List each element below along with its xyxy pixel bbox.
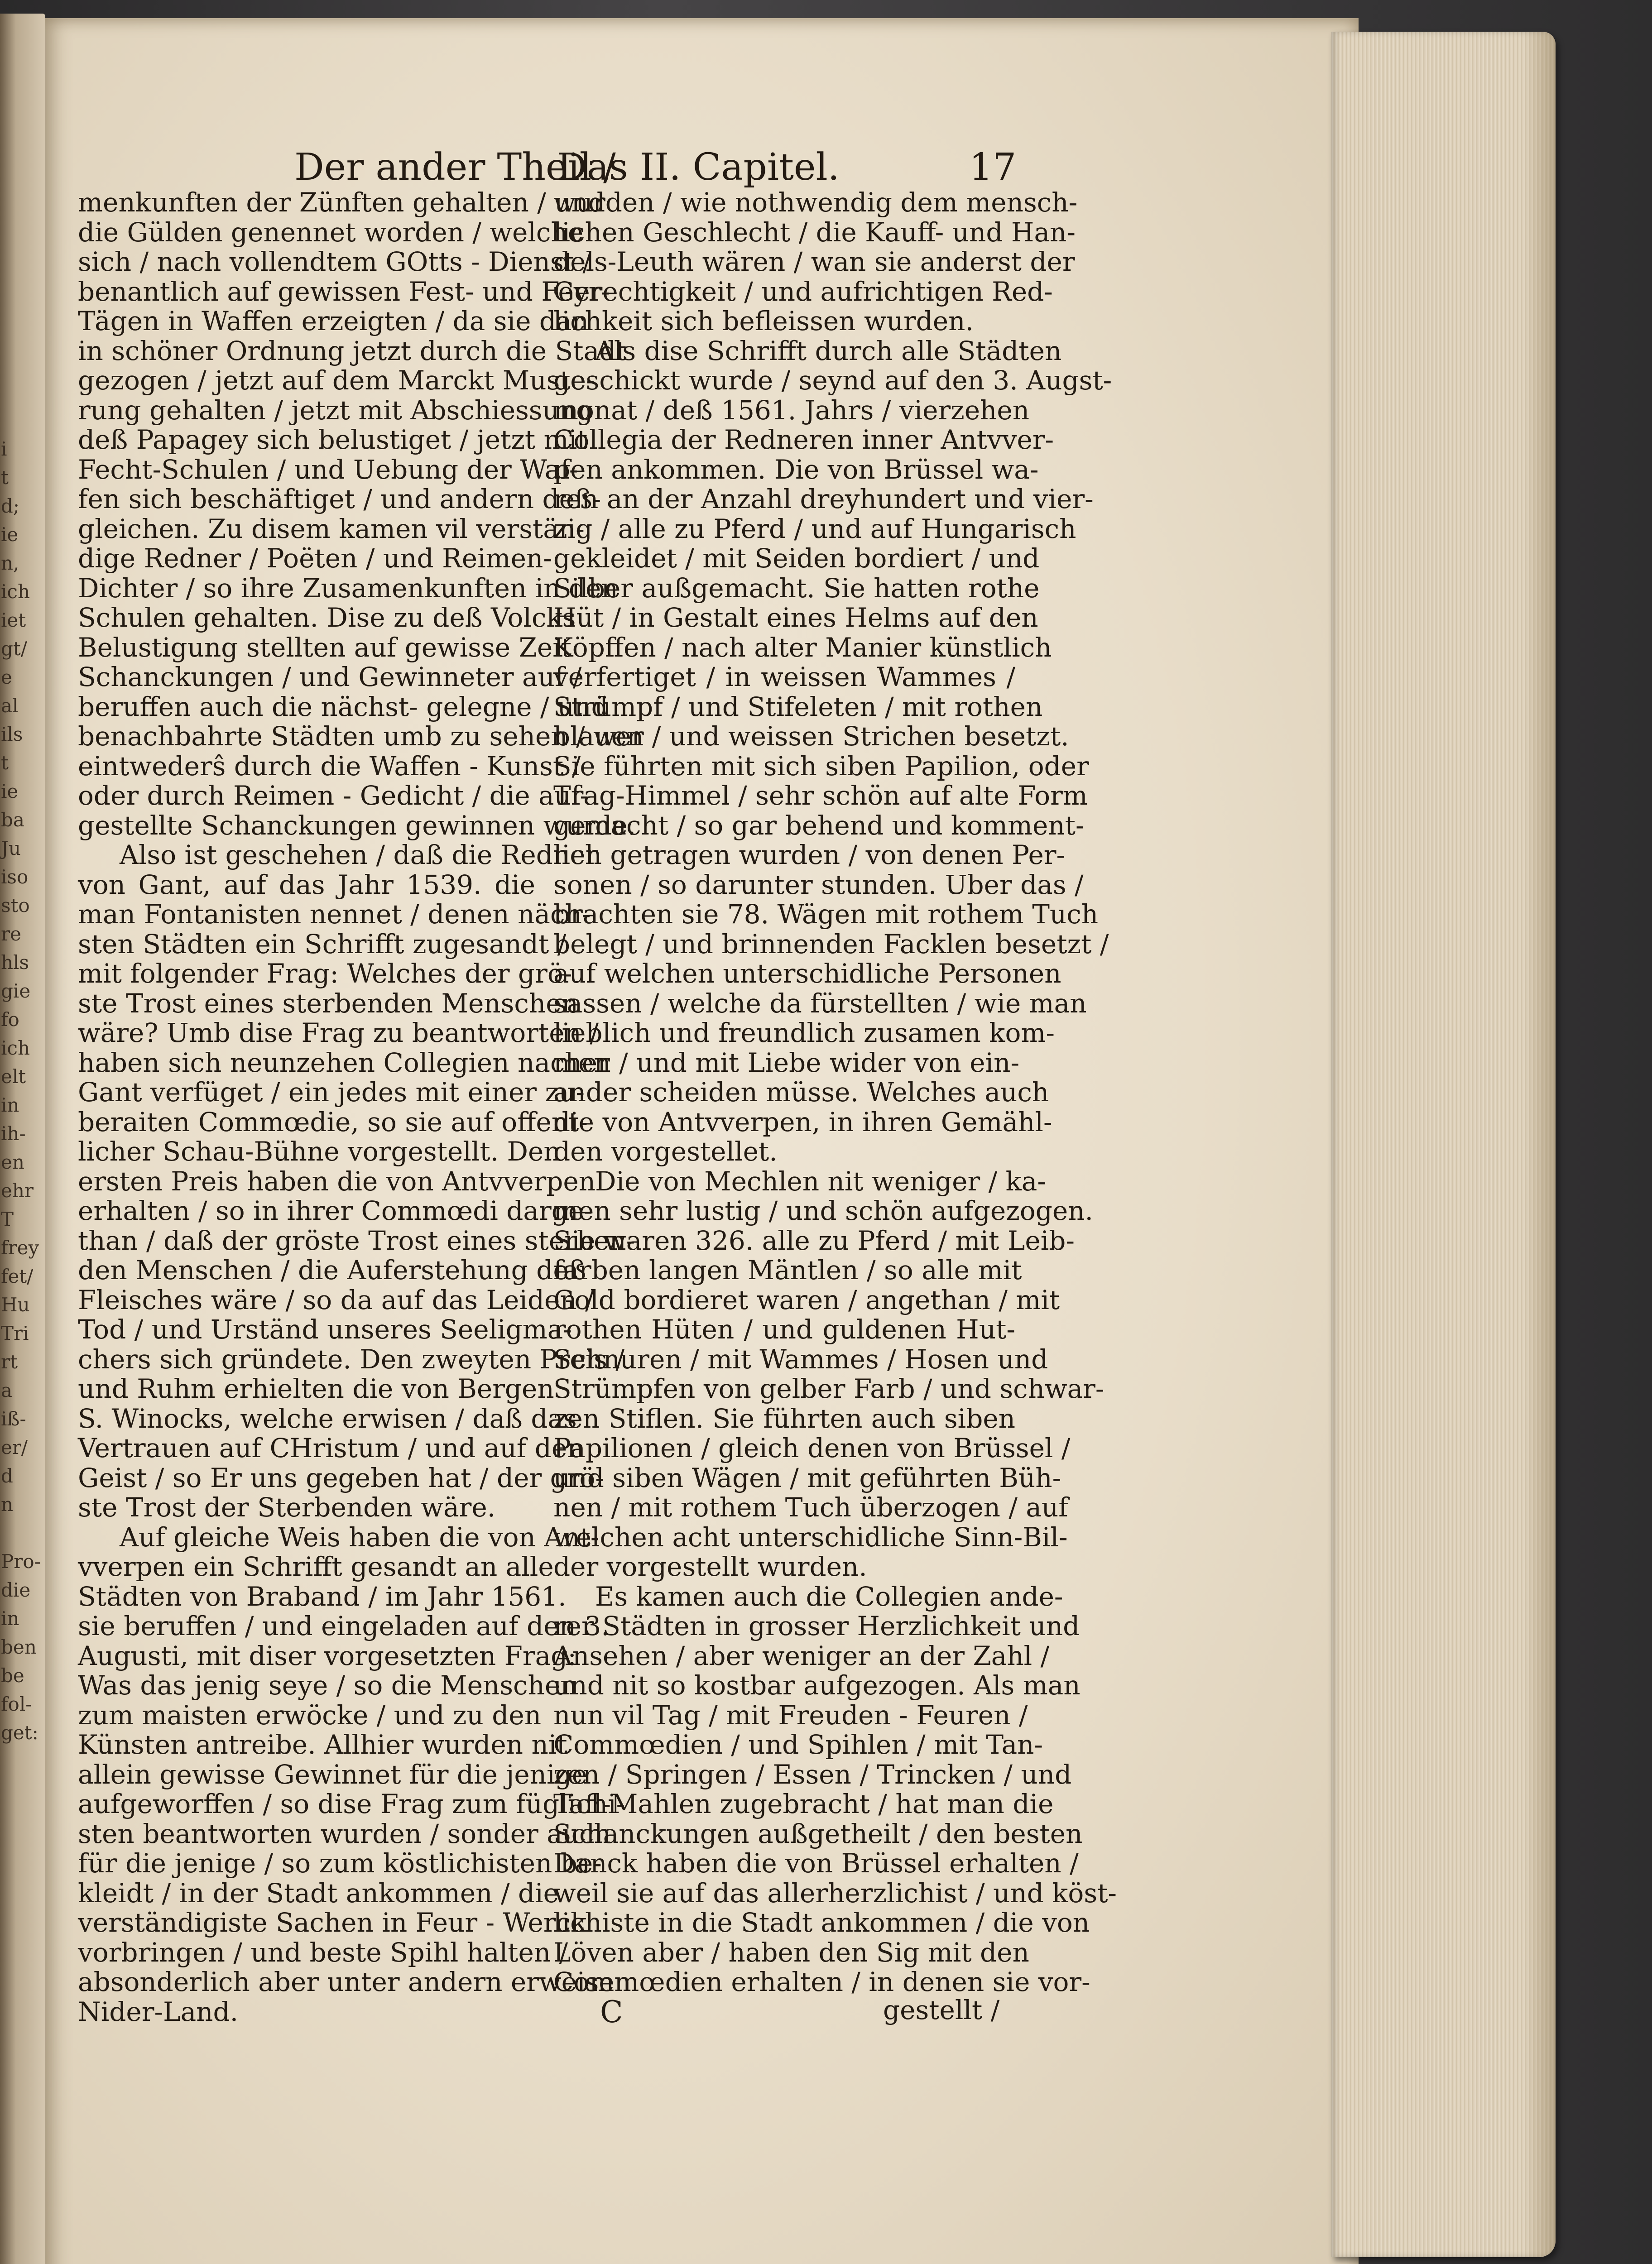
left-page-fragment: d; <box>1 495 20 517</box>
text-line: licher Schau-Bühne vorgestellt. Den <box>78 1136 561 1167</box>
text-line: den Menschen / die Auferstehung deß <box>78 1255 586 1285</box>
left-page-fragment: t <box>1 466 9 489</box>
text-line: Künsten antreibe. Allhier wurden nit <box>78 1729 567 1760</box>
text-line: Schanckungen außgetheilt / den besten <box>553 1818 1083 1849</box>
page-block-edge <box>1331 32 1556 2257</box>
left-page-fragment: T <box>1 1208 14 1230</box>
left-page-fragment: ie <box>1 780 19 802</box>
text-line: ren an der Anzahl dreyhundert und vier- <box>553 484 1094 514</box>
left-page-fragment: ehr <box>1 1180 34 1202</box>
text-line: man Fontanisten nennet / denen näch- <box>78 899 591 930</box>
left-page-fragment: e <box>1 666 12 688</box>
text-line: gleichen. Zu disem kamen vil verstän- <box>78 513 585 544</box>
text-line: lichen Geschlecht / die Kauff- und Han- <box>553 216 1076 248</box>
left-text-column <box>78 187 644 2027</box>
text-line: men / und mit Liebe wider von ein- <box>553 1047 1020 1078</box>
text-line: Tod / und Urständ unseres Seeligma- <box>78 1314 572 1345</box>
text-line: benachbahrte Städten umb zu sehen / wer <box>78 721 644 752</box>
text-line: ste Trost der Sterbenden wäre. <box>78 1492 496 1523</box>
text-line: sich / nach vollendtem GOtts - Dienst / <box>78 246 591 277</box>
text-line: welchen acht unterschidliche Sinn-Bil- <box>553 1521 1068 1553</box>
left-page-fragment: hls <box>1 951 29 974</box>
text-line: Also ist geschehen / daß die Redner <box>120 839 598 870</box>
left-page-fragment: die <box>1 1579 31 1601</box>
text-line: weil sie auf das allerherzlichist / und köst- <box>553 1877 1117 1909</box>
text-line: lich getragen wurden / von denen Per- <box>553 839 1066 870</box>
text-line: verständigiste Sachen in Feur - Werck <box>78 1907 587 1938</box>
text-line: geschickt wurde / seynd auf den 3. Augst- <box>553 365 1112 396</box>
left-page-fragment: get: <box>1 1722 38 1744</box>
left-page-fragment: a <box>1 1379 13 1401</box>
text-line: dels-Leuth wären / wan sie anderst der <box>553 246 1075 277</box>
left-page-fragment: ils <box>1 723 23 745</box>
text-line: Schulen gehalten. Dise zu deß Volcks <box>78 602 576 633</box>
text-line: Ansehen / aber weniger an der Zahl / <box>553 1640 1050 1671</box>
text-line: Collegia der Redneren inner Antvver- <box>553 424 1054 455</box>
left-page-edge <box>0 14 45 2264</box>
text-line: than / daß der gröste Trost eines sterben- <box>78 1225 635 1256</box>
text-line: sten Städten ein Schrifft zugesandt / <box>78 928 567 959</box>
left-page-fragment: n <box>1 1493 14 1516</box>
text-line: oder durch Reimen - Gedicht / die auf- <box>78 780 589 811</box>
text-line: Als dise Schrifft durch alle Städten <box>595 335 1062 366</box>
text-line: blauen / und weissen Strichen besetzt. <box>553 721 1069 752</box>
text-line: haben sich neunzehen Collegien nacher <box>78 1047 610 1078</box>
left-page-fragment: gt/ <box>1 638 27 660</box>
left-page-fragment: Ju <box>1 837 21 859</box>
text-line: vverpen ein Schrifft gesandt an alle <box>78 1551 554 1582</box>
text-line: Löven aber / haben den Sig mit den <box>553 1937 1029 1968</box>
text-line: belegt / und brinnenden Facklen besetzt / <box>553 928 1109 959</box>
text-line: zen Stiflen. Sie führten auch siben <box>553 1403 1015 1434</box>
text-line: rothen Hüten / und guldenen Hut- <box>553 1314 1015 1345</box>
left-page-fragment: rt <box>1 1351 18 1373</box>
text-line: sten beantworten wurden / sonder auch <box>78 1818 611 1849</box>
left-page-fragment: gie <box>1 980 31 1002</box>
text-line: mit folgender Frag: Welches der grö- <box>78 958 572 989</box>
text-line: Fecht-Schulen / und Uebung der Waf- <box>78 454 578 485</box>
text-line: sonen / so darunter stunden. Uber das / <box>553 869 1084 900</box>
left-page-fragment: frey <box>1 1237 39 1259</box>
text-line: wäre? Umb dise Frag zu beantworten / <box>78 1017 599 1048</box>
text-line: ste Trost eines sterbenden Menschen <box>78 988 578 1019</box>
text-line: Silber außgemacht. Sie hatten rothe <box>553 572 1040 604</box>
running-head-right: Das II. Capitel. <box>557 146 840 189</box>
text-line: wurden / wie nothwendig dem mensch- <box>553 187 1078 218</box>
left-page-fragment: d <box>1 1465 13 1487</box>
text-line: Danck haben die von Brüssel erhalten / <box>553 1848 1079 1879</box>
left-page-fragment: fo <box>1 1008 19 1031</box>
text-line: gekleidet / mit Seiden bordiert / und <box>553 543 1040 574</box>
left-page-fragment: in <box>1 1607 19 1630</box>
left-page-fragment: elt <box>1 1065 26 1088</box>
text-line: Strümpfen von gelber Farb / und schwar- <box>553 1373 1105 1404</box>
left-page-fragment: ich <box>1 1037 30 1059</box>
text-line: zum maisten erwöcke / und zu den <box>78 1699 542 1731</box>
left-page-fragment: ba <box>1 809 24 831</box>
left-page-fragment: Tri <box>1 1322 29 1344</box>
text-line: die Gülden genennet worden / welche <box>78 216 584 248</box>
text-line: und nit so kostbar aufgezogen. Als man <box>553 1670 1081 1701</box>
text-line: benantlich auf gewissen Fest- und Feyr- <box>78 276 610 307</box>
text-line: rung gehalten / jetzt mit Abschiessung <box>78 394 593 426</box>
text-line: Was das jenig seye / so die Menschen <box>78 1670 577 1701</box>
left-page-fragment: fol- <box>1 1693 32 1715</box>
text-line: pen ankommen. Die von Brüssel wa- <box>553 454 1039 485</box>
text-line: Gant verfüget / ein jedes mit einer zu- <box>78 1077 585 1108</box>
running-head-left: Der ander Theil / <box>294 146 616 189</box>
text-line: Tägen in Waffen erzeigten / da sie dan <box>78 306 589 336</box>
text-line: deß Papagey sich belustiget / jetzt mit <box>78 424 588 455</box>
left-page-fragment: be <box>1 1664 24 1687</box>
left-page-fragment: en <box>1 1151 24 1173</box>
left-page-fragment: ich <box>1 580 30 603</box>
text-line: Schnuren / mit Wammes / Hosen und <box>553 1343 1048 1375</box>
catchword: gestellt / <box>883 1995 1000 2025</box>
text-line: Auf gleiche Weis haben die von Ant- <box>120 1521 600 1553</box>
left-page-fragment: al <box>1 695 19 717</box>
text-line: Geist / so Er uns gegeben hat / der grö- <box>78 1462 605 1493</box>
text-line: fen sich beschäftiget / und andern deß- <box>78 484 601 514</box>
text-line: Belustigung stellten auf gewisse Zeit <box>78 632 572 663</box>
text-line: verfertiget / in weissen Wammes / <box>553 662 1015 692</box>
text-line: Gerechtigkeit / und aufrichtigen Red- <box>553 276 1053 307</box>
text-line: eintwederŝ durch die Waffen - Kunst / <box>78 750 581 782</box>
text-line: vorbringen / und beste Spihl halten / <box>78 1937 568 1968</box>
text-line: die von Antvverpen, in ihren Gemähl- <box>553 1106 1052 1137</box>
text-line: rer Städten in grosser Herzlichkeit und <box>553 1611 1080 1641</box>
text-line: den vorgestellet. <box>553 1136 778 1167</box>
text-line: Köpffen / nach alter Manier künstlich <box>553 632 1052 663</box>
left-page-fragment: t <box>1 752 9 774</box>
text-line: aufgeworffen / so dise Frag zum füglichi- <box>78 1789 625 1819</box>
page-number: 17 <box>969 146 1017 189</box>
text-line: Die von Mechlen nit weniger / ka- <box>595 1166 1046 1197</box>
right-text-column <box>553 187 1117 1997</box>
text-line: und siben Wägen / mit geführten Büh- <box>553 1462 1061 1493</box>
left-page-fragment <box>1 1519 43 1547</box>
left-page-fragment: i <box>1 438 7 460</box>
text-line: sassen / welche da fürstellten / wie man <box>553 988 1087 1019</box>
text-line: allein gewisse Gewinnet für die jenige <box>78 1759 587 1790</box>
left-page-fragment: Pro- <box>1 1550 41 1573</box>
text-line: monat / deß 1561. Jahrs / vierzehen <box>553 394 1030 426</box>
text-line: Dichter / so ihre Zusamenkunften in den <box>78 572 618 604</box>
text-line: dige Redner / Poëten / und Reimen- <box>78 543 552 574</box>
text-line: brachten sie 78. Wägen mit rothem Tuch <box>553 899 1099 930</box>
text-line: chers sich gründete. Den zweyten Preis / <box>78 1343 624 1375</box>
text-line: menkunften der Zünften gehalten / und <box>78 187 605 218</box>
left-page-fragment: ie <box>1 523 19 546</box>
text-line: Commœdien erhalten / in denen sie vor- <box>553 1967 1090 1997</box>
text-line: beraiten Commœdie, so sie auf offent- <box>78 1106 588 1137</box>
text-line: Gold bordieret waren / angethan / mit <box>553 1284 1060 1315</box>
text-line: zen / Springen / Essen / Trincken / und <box>553 1759 1072 1790</box>
text-line: lichiste in die Stadt ankommen / die von <box>553 1907 1090 1938</box>
left-page-fragment: er/ <box>1 1436 28 1458</box>
text-line: gemacht / so gar behend und komment- <box>553 810 1085 841</box>
text-line: und Ruhm erhielten die von Bergen <box>78 1373 554 1404</box>
text-line: Schanckungen / und Gewinneter auf / <box>78 662 582 692</box>
left-page-fragment: in <box>1 1094 19 1116</box>
text-line: Papilionen / gleich denen von Brüssel / <box>553 1433 1071 1463</box>
text-line: von Gant, auf das Jahr 1539. die <box>78 869 535 900</box>
text-line: Sie führten mit sich siben Papilion, oder <box>553 750 1089 782</box>
text-line: Augusti, mit diser vorgesetzten Frag: <box>78 1640 576 1671</box>
text-line: gezogen / jetzt auf dem Marckt Muste- <box>78 365 595 396</box>
left-page-fragment: n, <box>1 552 19 574</box>
text-line: ersten Preis haben die von Antvverpen <box>78 1166 596 1197</box>
text-line: Sie waren 326. alle zu Pferd / mit Leib- <box>553 1225 1075 1256</box>
left-page-fragment: ben <box>1 1636 37 1658</box>
text-line: ander scheiden müsse. Welches auch <box>553 1077 1049 1108</box>
text-line: farben langen Mäntlen / so alle mit <box>553 1255 1022 1285</box>
text-line: Städten von Braband / im Jahr 1561. <box>78 1581 567 1612</box>
text-line: Hüt / in Gestalt eines Helms auf den <box>553 602 1038 633</box>
signature-mark: C <box>600 1995 623 2029</box>
left-page-fragment: Hu <box>1 1294 30 1316</box>
text-line: erhalten / so in ihrer Commœdi darge- <box>78 1195 593 1226</box>
left-page-fragment: fet/ <box>1 1265 34 1287</box>
left-page-fragment: iß- <box>1 1408 26 1430</box>
text-line: sie beruffen / und eingeladen auf den 3. <box>78 1611 610 1641</box>
text-line: Nider-Land. <box>78 1996 239 2027</box>
text-line: in schöner Ordnung jetzt durch die Stadt <box>78 335 627 366</box>
left-page-text-fragments <box>1 435 43 1747</box>
text-line: gestellte Schanckungen gewinnen wurde. <box>78 810 636 841</box>
text-line: Fleisches wäre / so da auf das Leiden / <box>78 1284 594 1315</box>
text-line: Commœdien / und Spihlen / mit Tan- <box>553 1729 1043 1760</box>
text-line: lichkeit sich befleissen wurden. <box>553 306 974 336</box>
text-line: auf welchen unterschidliche Personen <box>553 958 1061 989</box>
text-line: kleidt / in der Stadt ankommen / die <box>78 1877 559 1909</box>
text-line: der vorgestellt wurden. <box>553 1551 867 1582</box>
left-page-fragment: iet <box>1 609 26 631</box>
text-line: zig / alle zu Pferd / und auf Hungarisch <box>553 513 1076 544</box>
text-line: Es kamen auch die Collegien ande- <box>595 1581 1063 1612</box>
text-line: absonderlich aber unter andern erweisen <box>78 1967 631 1997</box>
left-page-fragment: sto <box>1 894 30 916</box>
text-line: Strümpf / und Stifeleten / mit rothen <box>553 691 1043 722</box>
left-page-fragment: iso <box>1 866 29 888</box>
text-line: Trag-Himmel / sehr schön auf alte Form <box>553 780 1088 811</box>
text-line: lieblich und freundlich zusamen kom- <box>553 1017 1055 1048</box>
text-line: nun vil Tag / mit Freuden - Feuren / <box>553 1699 1028 1731</box>
text-line: men sehr lustig / und schön aufgezogen. <box>553 1195 1093 1226</box>
text-line: für die jenige / so zum köstlichisten be- <box>78 1848 602 1879</box>
left-page-fragment: re <box>1 923 21 945</box>
text-line: beruffen auch die nächst- gelegne / und <box>78 691 608 722</box>
text-line: S. Winocks, welche erwisen / daß das <box>78 1403 577 1434</box>
text-line: Vertrauen auf CHristum / und auf den <box>78 1433 584 1463</box>
left-page-fragment: ih- <box>1 1122 26 1145</box>
text-line: nen / mit rothem Tuch überzogen / auf <box>553 1492 1068 1523</box>
text-line: Tafl-Mahlen zugebracht / hat man die <box>553 1789 1054 1819</box>
